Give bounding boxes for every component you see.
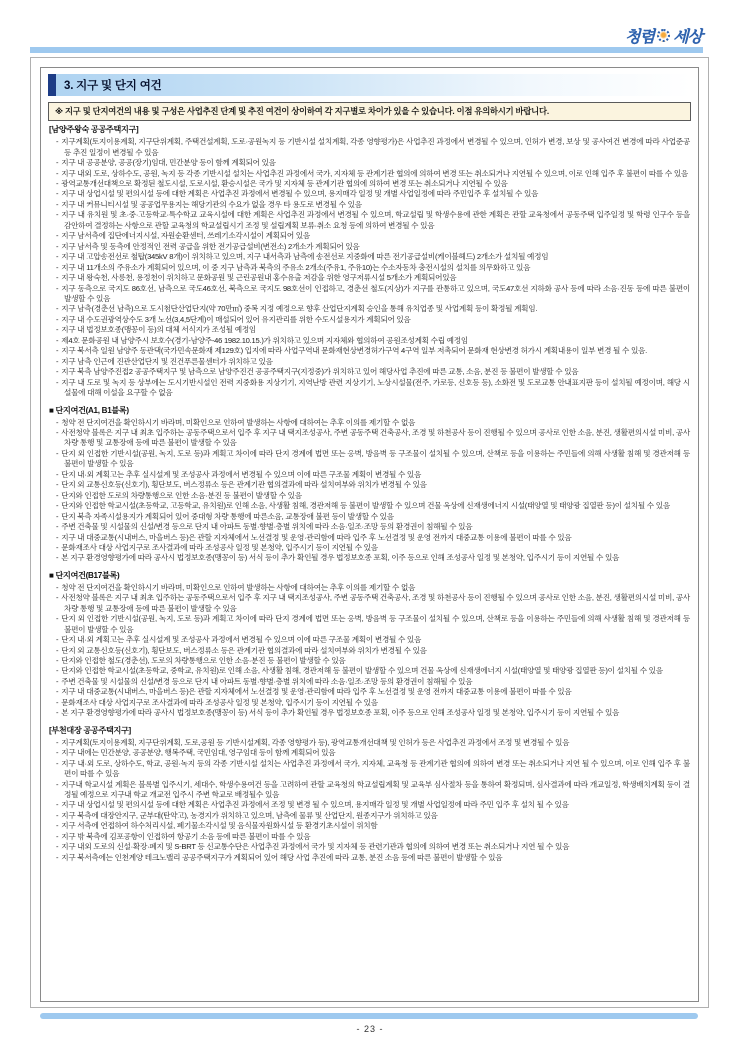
section-title-bar xyxy=(48,74,691,96)
list-item-text: 지구 내 법정보호종(맹꽁이 등)의 대체 서식지가 조성될 예정임 xyxy=(61,325,256,335)
list-marker: - xyxy=(56,842,59,852)
list-marker: - xyxy=(56,137,59,147)
list-item-text: 지구 북서측에는 인천계양 테크노밸리 공공주택지구가 계획되어 있어 해당 사업 추진에 따라 교통, 분진 소음 등에 따른 불편이 발생할 수 있음 xyxy=(61,852,503,862)
footer-rule xyxy=(40,1013,698,1019)
content-area xyxy=(48,124,691,863)
list-item xyxy=(49,800,690,810)
header-rule xyxy=(30,47,703,53)
list-marker: - xyxy=(56,231,59,241)
list-marker: - xyxy=(56,356,59,366)
list-marker: - xyxy=(56,367,59,377)
list-item xyxy=(49,158,690,168)
list-item xyxy=(49,666,690,676)
list-item-text: 지구 내외 도로, 상하수도, 공원, 녹지 등 각종 기반시설 설치는 사업추진 과정에서 국가, 지자체 등 관계기관 협의에 의하여 변경 또는 취소되거나 지연될 수 있으며, 이로 인해 입주 후 불편이 따를 수 있음 xyxy=(61,168,688,178)
list-marker: - xyxy=(56,593,59,603)
list-item-text: 지구 내 대중교통(시내버스, 마을버스 등)은 관할 지자체에서 노선결정 및 운영·관리함에 따라 입주 후 노선결정 및 운영 전까지 대중교통 이용에 불편이 따를 수 있음 xyxy=(61,687,572,697)
list-item-text: 단지 북측 자족시설용지가 계획되어 있어 중대형 차량 통행에 따른소음, 교통장애 불편 등이 발생할 수 있음 xyxy=(61,511,394,521)
list-marker: - xyxy=(56,346,59,356)
page-title: 3. 지구 및 단지 여건 xyxy=(64,80,162,92)
list-marker: - xyxy=(56,582,59,592)
district-section xyxy=(49,405,690,564)
notice-box xyxy=(48,102,691,121)
district-section xyxy=(49,570,690,719)
district-section xyxy=(49,725,690,863)
list-item-text: 지구 남서측에 집단에너지시설, 자원순환센터, 쓰레기소각시설이 계획되어 있음 xyxy=(61,231,310,241)
list-item-text: 지구 내 11개소의 주유소가 계획되어 있으며, 이 중 지구 남측과 북측의 주유소 2개소(주유1, 주유10)는 수소자동차 충전시설의 설치를 의무화하고 있음 xyxy=(61,262,531,272)
list-item-text: 지구계획(토지이용계획, 지구단위계획, 주택건설계획, 도로·공원녹지 등 기반시설 설치계획, 각종 영향평가)은 사업추진 과정에서 변경될 수 있으며, 인허가 변경, 보상 및 공사여건 변경에 따라 사업준공 등 추진 일정이 변경될 수 있음 xyxy=(61,137,690,157)
section-title: [부천대장 공공주택지구] xyxy=(49,725,131,735)
list-item-text: 단지 내·외 계획고는 추후 실시설계 및 조성공사 과정에서 변경될 수 있으며 이에 따른 구조물 계획이 변경될 수 있음 xyxy=(61,635,422,645)
list-marker: - xyxy=(56,553,59,563)
list-marker: - xyxy=(56,737,59,747)
dotted-circle-icon xyxy=(657,29,670,42)
list-item-text: 단지와 인접한 학교시설(초등학교, 고등학교, 유치원)로 인해 소음, 사생활 침해, 경관저해 등 불편이 발생할 수 있으며 건물 옥상에 신재생에너지 시설(태양열 및 태양광 집열판 등)이 설치될 수 있음 xyxy=(61,501,670,511)
list-item xyxy=(49,252,690,262)
list-item xyxy=(49,449,690,470)
list-marker: - xyxy=(56,821,59,831)
list-item xyxy=(49,284,690,305)
list-item xyxy=(49,501,690,511)
list-item-text: 지구 동측으로 국지도 86호선, 남측으로 국도46호선, 북측으로 국지도 98호선이 인접하고, 경춘선 철도(지상)가 지구를 관통하고 있으며, 국도47호선 지하화 공사 등에 따라 소음·진동 등에 따른 불편이 발생할 수 있음 xyxy=(61,283,690,303)
list-item-text: 단지 외 교통신호등(신호기), 횡단보도, 버스정류소 등은 관계기관 협의결과에 따라 설치여부와 위치가 변경될 수 있음 xyxy=(61,645,427,655)
list-marker: - xyxy=(56,708,59,718)
list-item xyxy=(49,512,690,522)
list-marker: - xyxy=(56,210,59,220)
list-marker: - xyxy=(56,325,59,335)
list-item xyxy=(49,200,690,210)
list-item xyxy=(49,315,690,325)
list-item-text: 지구 내 상업시설 및 편의시설 등에 대한 계획은 사업추진 과정에서 조정 및 변경 될 수 있으며, 용지매각 일정 및 개별 사업일정에 따라 주민 입주 후 설치 될 수 있음 xyxy=(61,800,569,810)
list-item xyxy=(49,656,690,666)
list-item-text: 문화재조사 대상 사업지구로 조사결과에 따라 조성공사 일정 및 본청약, 입주시기 등이 지연될 수 있음 xyxy=(61,542,378,552)
list-marker: - xyxy=(56,480,59,490)
list-item xyxy=(49,811,690,821)
list-item-text: 청약 전 단지여건을 확인하시기 바라며, 미확인으로 인하여 발생하는 사항에 대하여는 추후 이의를 제기할 수 없음 xyxy=(61,417,416,427)
list-marker: - xyxy=(56,427,59,437)
list-marker: - xyxy=(56,676,59,686)
list-item xyxy=(49,543,690,553)
list-marker: - xyxy=(56,697,59,707)
list-item-text: 단지와 인접한 도로의 차량통행으로 인한 소음·분진 등 불편이 발생할 수 있음 xyxy=(61,490,302,500)
list-marker: - xyxy=(56,852,59,862)
list-item-text: 사전청약 블록은 지구 내 최초 입주하는 공동주택으로서 입주 후 지구 내 택지조성공사, 주변 공동주택 건축공사, 조경 및 하천공사 등이 진행될 수 있으며 공사로 인한 소음, 분진, 생활편의시설 미비, 공사차량 통행 및 교통장애 등에 따른 불편이 발생할 수 있음 xyxy=(61,427,690,448)
list-item xyxy=(49,189,690,199)
list-marker: - xyxy=(56,666,59,676)
list-item-text: 지구 내 대중교통(시내버스, 마을버스 등)은 관할 지자체에서 노선결정 및 운영·관리함에 따라 입주 후 노선결정 및 운영 전까지 대중교통 이용에 불편이 따를 수 있음 xyxy=(61,532,572,542)
list-item-text: 지구 내 도로 및 녹지 등 상부에는 도시기반시설인 전력 지중화용 지상기기, 지역난방 관련 지상기기, 노상시설물(전주, 가로등, 신호등 등), 소화전 및 도로교통 안내표지판 등이 설치될 예정이며, 해당 시설물에 대해 이설을 요구할 수 없음 xyxy=(61,377,690,398)
list-item xyxy=(49,593,690,614)
list-marker: - xyxy=(56,377,59,387)
title-accent-block xyxy=(48,74,56,96)
list-item-text: 제4호 문화공원 내 남양주시 보호수(경기-남양주-46 1982.10.15.)가 위치하고 있으며 지자체와 협의하여 공원조성계획 수립 예정임 xyxy=(61,335,468,345)
list-item-text: 주변 건축물 및 시설물의 신설/변경 등으로 단지 내 아파트 동별·향별·층별 위치에 따라 소음·일조·조망 등의 환경권이 침해될 수 있음 xyxy=(61,522,473,532)
list-item xyxy=(49,378,690,399)
list-marker: - xyxy=(56,748,59,758)
list-item xyxy=(49,304,690,314)
list-marker: - xyxy=(56,800,59,810)
page-number: - 23 - xyxy=(356,1024,384,1034)
list-marker: - xyxy=(56,179,59,188)
notice-text: ※ 지구 및 단지여건의 내용 및 구성은 사업추진 단계 및 추진 여건이 상이하여 각 지구별로 차이가 있을 수 있습니다. 이점 유의하시기 바랍니다. xyxy=(55,106,549,116)
list-marker: - xyxy=(56,758,59,768)
list-item xyxy=(49,853,690,863)
list-item xyxy=(49,357,690,367)
list-marker: - xyxy=(56,335,59,345)
list-item xyxy=(49,821,690,831)
list-marker: - xyxy=(56,614,59,624)
list-item xyxy=(49,842,690,852)
list-item xyxy=(49,748,690,758)
list-item xyxy=(49,242,690,252)
list-item-text: 지구 내·외 도로, 상하수도, 학교, 공원·녹지 등의 각종 기반시설 설치는 사업추진 과정에서 국가, 지자체, 교육청 등 관계기관 협의에 의하여 변경 또는 취소되거나 지연 될 수 있으며, 이로 인해 입주 후 불편이 따를 수 있음 xyxy=(61,758,690,779)
list-item-text: 지구 밖 북측에 김포공항이 인접하여 항공기 소음 등에 따른 불편이 따를 수 있음 xyxy=(61,831,311,841)
list-item xyxy=(49,522,690,532)
list-item-text: 주변 건축물 및 시설물의 신설/변경 등으로 단지 내 아파트 동별·향별·층별 위치에 따라 소음·일조·조망 등의 환경권이 침해될 수 있음 xyxy=(61,676,473,686)
outer-frame xyxy=(30,57,709,1008)
list-marker: - xyxy=(56,656,59,666)
list-item-text: 지구 내외 도로의 신설·확장·폐지 및 S-BRT 등 신교통수단은 사업추진 과정에서 국가 및 지자체 등 관련기관과 협의에 의하여 변경 또는 취소되거나 지연 될 수 있음 xyxy=(61,842,570,852)
list-item xyxy=(49,614,690,635)
list-item xyxy=(49,583,690,593)
list-item-text: 지구 내 공공분양, 공공(장기)임대, 민간분양 등이 함께 계획되어 있음 xyxy=(61,158,276,168)
list-item xyxy=(49,137,690,158)
list-marker: - xyxy=(56,158,59,168)
logo-text-right: 세상 xyxy=(673,29,702,46)
list-item xyxy=(49,759,690,780)
list-item xyxy=(49,325,690,335)
list-item xyxy=(49,470,690,480)
list-item-text: 사전청약 블록은 지구 내 최초 입주하는 공동주택으로서 입주 후 지구 내 택지조성공사, 주변 공동주택 건축공사, 조경 및 하천공사 등이 진행될 수 있으며 공사로 인한 소음, 분진, 생활편의시설 미비, 공사차량 통행 및 교통장애 등에 따른 불편이 발생할 수 있음 xyxy=(61,593,690,613)
list-item-text: 지구 남측(경춘선 남측)으로 도시첨단산업단지(약 70만㎡) 중복 지정 예정으로 향후 산업단지계획 승인을 통해 유치업종 및 사업계획 등이 확정될 계획임. xyxy=(61,304,538,314)
section-title: [남양주왕숙 공공주택지구] xyxy=(49,125,139,135)
list-item-text: 단지와 인접한 철도(경춘선), 도로의 차량통행으로 인한 소음·분진 등 불편이 발생할 수 있음 xyxy=(61,656,346,666)
list-marker: - xyxy=(56,687,59,697)
list-marker: - xyxy=(56,532,59,542)
logo-text-left: 청렴 xyxy=(625,29,655,46)
list-item xyxy=(49,832,690,842)
list-item-text: 지구 북서측 일원 남양주 동관댁(국가민속문화재 제129호) 입지에 따라 사업구역내 문화재현상변경허가구역 4구역 일부 저촉되어 문화재 현상변경 허가시 계획내용이 일부 변경 될 수 있음. xyxy=(61,346,647,356)
list-marker: - xyxy=(56,273,59,283)
list-item-text: 본 지구 환경영향평가에 따라 공사시 법정보호종(맹꽁이 등) 서식 등이 추가 확인될 경우 법정보호종 포획, 이주 등으로 인해 조성공사 일정 및 본청약, 입주시기 등이 지연될 수 있음 xyxy=(61,708,620,718)
list-marker: - xyxy=(56,469,59,479)
list-item-text: 지구 내 왕숙천, 사릉천, 용정천이 위치하고 문화공원 및 근린공원내 홍수유출 저감을 위한 영구저류시설 5개소가 계획되어있음 xyxy=(61,273,457,283)
list-item-text: 지구 남측 인근에 진관산업단지 및 진건푸른물센터가 위치하고 있음 xyxy=(61,356,273,366)
list-marker: - xyxy=(56,645,59,655)
list-item-text: 지구내 학교시설 계획은 블록별 입주시기, 세대수, 학생수용여건 등을 고려하여 관할 교육청의 학교설립계획 및 교육부 심사절차 등을 통하여 확정되며, 심사결과에 따라 개교일정, 학생배치계획 등이 결정될 예정으로 지구내 학교 개교전 입주시 주변 학교로 배정될수 있음 xyxy=(61,779,690,800)
list-item xyxy=(49,169,690,179)
list-item-text: 지구계획(토지이용계획, 지구단위계획, 도로,공원 등 기반시설계획, 각종 영향평가 등), 광역교통개선대책 및 인허가 등은 사업추진 과정에서 조정 및 변경될 수 있음 xyxy=(61,737,570,747)
list-item xyxy=(49,738,690,748)
list-item-text: 지구 내 수도권광역상수도 3개 노선(3,4,5단계)이 매설되어 있어 유지관리를 위한 수도시설용지가 계획되어 있음 xyxy=(61,314,411,324)
list-item xyxy=(49,687,690,697)
list-marker: - xyxy=(56,635,59,645)
list-item xyxy=(49,677,690,687)
list-item-text: 단지와 인접한 학교시설(초등학교, 중학교, 유치원)로 인해 소음, 사생활 침해, 경관저해 등 불편이 발생할 수 있으며 건물 옥상에 신재생에너지 시설(태양열 및 태양광 집열판 등)이 설치될 수 있음 xyxy=(61,666,663,676)
list-marker: - xyxy=(56,199,59,209)
list-item-text: 지구 내 고압송전선로 철탑(345kV 8개)이 위치하고 있으며, 지구 내서측과 남측에 송전선로 지중화에 따른 전기공급설비(케이블헤드) 2개소가 설치될 예정임 xyxy=(61,252,549,262)
list-item-text: 문화재조사 대상 사업지구로 조사결과에 따라 조성공사 일정 및 본청약, 입주시기 등이 지연될 수 있음 xyxy=(61,697,378,707)
list-item-text: 지구 내 상업시설 및 편의시설 등에 대한 계획은 사업추진 과정에서 변경될 수 있으며, 용지매각 일정 및 개별 사업일정에 따라 주민입주 후 설치될 수 있음 xyxy=(61,189,539,199)
list-item xyxy=(49,553,690,563)
list-marker: - xyxy=(56,831,59,841)
list-marker: - xyxy=(56,810,59,820)
list-item xyxy=(49,780,690,801)
list-item-text: 지구 내 커뮤니티시설 및 공공업무용지는 해당기관의 수요가 없을 경우 타 용도로 변경될 수 있음 xyxy=(61,199,362,209)
list-item-text: 광역교통개선대책으로 확정된 철도시설, 도로시설, 환승시설은 국가 및 지자체 등 관계기관 협의에 의하여 변경 또는 취소되거나 지연될 수 있음 xyxy=(61,179,508,188)
list-marker: - xyxy=(56,262,59,272)
list-item xyxy=(49,367,690,377)
list-item-text: 지구 북측 남양주진접2 공공주택지구 및 남측으로 남양주진건 공공주택지구(지정중)가 위치하고 있어 해당사업 추진에 따른 교통, 소음, 분진 등 불편이 발생할 수 있음 xyxy=(61,367,579,377)
list-item xyxy=(49,646,690,656)
list-marker: - xyxy=(56,241,59,251)
list-item xyxy=(49,346,690,356)
list-item xyxy=(49,635,690,645)
list-marker: - xyxy=(56,542,59,552)
inner-frame xyxy=(40,67,699,1002)
list-item-text: 지구 서측에 연접하여 하수처리시설, 폐기물소각시설 및 음식물자원화시설 등 환경기초시설이 위치함 xyxy=(61,821,378,831)
list-marker: - xyxy=(56,779,59,789)
list-item xyxy=(49,231,690,241)
list-item xyxy=(49,263,690,273)
list-item xyxy=(49,336,690,346)
district-section xyxy=(49,124,690,398)
section-title: ■ 단지여건(A1, B1블록) xyxy=(49,405,129,415)
list-item xyxy=(49,418,690,428)
list-marker: - xyxy=(56,501,59,511)
list-item xyxy=(49,273,690,283)
list-marker: - xyxy=(56,189,59,199)
list-marker: - xyxy=(56,168,59,178)
list-item-text: 청약 전 단지여건을 확인하시기 바라며, 미확인으로 인하여 발생하는 사항에 대하여는 추후 이의를 제기할 수 없음 xyxy=(61,582,416,592)
list-item-text: 지구 남서측 및 동측에 안정적인 전력 공급을 위한 전기공급설비(변전소) 2개소가 계획되어 있음 xyxy=(61,241,360,251)
list-item xyxy=(49,179,690,189)
list-item-text: 본 지구 환경영향평가에 따라 공사시 법정보호종(맹꽁이 등) 서식 등이 추가 확인될 경우 법정보호종 포획, 이주 등으로 인해 조성공사 일정 및 본청약, 입주시기 등이 지연될 수 있음 xyxy=(61,553,620,563)
list-item-text: 단지 외 교통신호등(신호기), 횡단보도, 버스정류소 등은 관계기관 협의결과에 따라 설치여부와 위치가 변경될 수 있음 xyxy=(61,480,427,490)
list-marker: - xyxy=(56,511,59,521)
list-item-text: 단지 내·외 계획고는 추후 실시설계 및 조성공사 과정에서 변경될 수 있으며 이에 따른 구조물 계획이 변경될 수 있음 xyxy=(61,469,422,479)
list-item-text: 단지 외 인접한 기반시설(공원, 녹지, 도로 등)과 계획고 차이에 따라 단지 경계에 법면 또는 옹벽, 방음벽 등 구조물이 설치될 수 있으며, 산책로 등을 이용하는 주민들에 의해 사생활 침해 및 경관저해 등 불편이 발생할 수 있음 xyxy=(61,448,690,469)
list-item xyxy=(49,210,690,231)
list-item xyxy=(49,428,690,449)
list-marker: - xyxy=(56,417,59,427)
list-marker: - xyxy=(56,252,59,262)
list-marker: - xyxy=(56,283,59,293)
brand-logo xyxy=(625,24,702,47)
list-item-text: 지구 북측에 대장안지구, 군부대(탄약고), 농경지가 위치하고 있으며, 남측에 물류 및 산업단지, 원종지구가 위치하고 있음 xyxy=(61,810,438,820)
list-marker: - xyxy=(56,490,59,500)
list-marker: - xyxy=(56,304,59,314)
list-item-text: 지구 내 유치원 및 초·중·고등학교·특수학교 교육시설에 대한 계획은 사업추진 과정에서 변경될 수 있으며, 학교설립 및 학생수용에 관한 계획은 관할 교육청에서 공동주택 입주일정 및 학령 인구수 등을 감안하여 결정하는 사항으로 관할 교육청의 학교설립시기 조정 및 설립계획 보류·취소 요청 등에 의하여 변경될 수 있음 xyxy=(61,210,690,230)
list-marker: - xyxy=(56,314,59,324)
list-item-text: 지구 내에는 민간분양, 공공분양, 행복주택, 국민임대, 영구임대 등이 함께 계획되어 있음 xyxy=(61,748,336,758)
list-item xyxy=(49,491,690,501)
list-item xyxy=(49,698,690,708)
section-title: ■ 단지여건(B17블록) xyxy=(49,570,120,580)
list-item xyxy=(49,480,690,490)
list-item xyxy=(49,533,690,543)
list-item xyxy=(49,708,690,718)
list-marker: - xyxy=(56,448,59,458)
list-marker: - xyxy=(56,522,59,532)
list-item-text: 단지 외 인접한 기반시설(공원, 녹지, 도로 등)과 계획고 차이에 따라 단지 경계에 법면 또는 옹벽, 방음벽 등 구조물이 설치될 수 있으며, 산책로 등을 이용하는 주민들에 의해 사생활 침해 및 경관저해 등 불편이 발생할 수 있음 xyxy=(61,614,690,634)
